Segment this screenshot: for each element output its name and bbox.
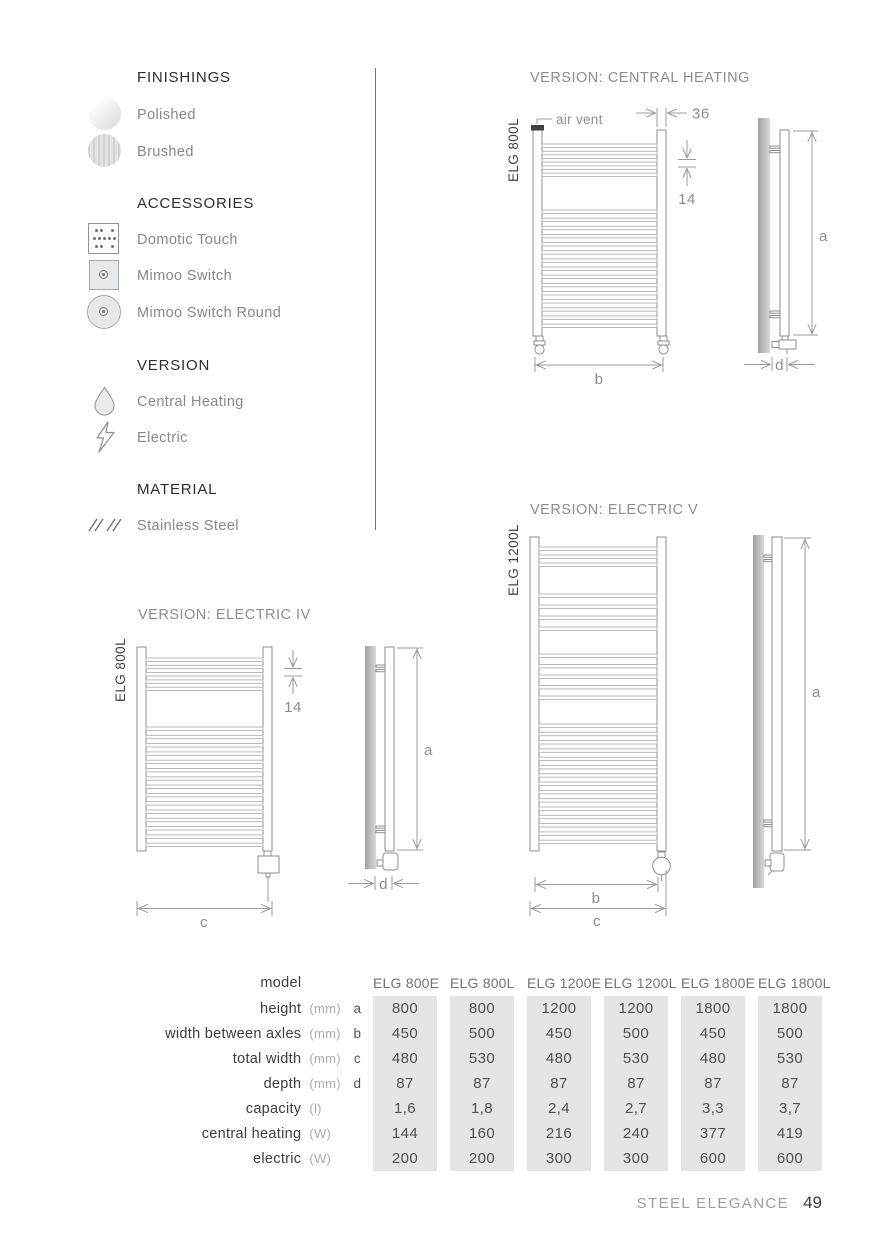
table-cell: 2,4 <box>527 1096 591 1121</box>
material-title: MATERIAL <box>137 481 218 498</box>
table-cell: 87 <box>681 1071 745 1096</box>
svg-text:b: b <box>591 890 601 907</box>
row-label: depth <box>263 1075 302 1092</box>
electric-iv-model-label: ELG 800L <box>113 638 128 702</box>
svg-text:14: 14 <box>284 699 302 716</box>
model-column-header: ELG 1800E <box>681 975 756 991</box>
row-letter: c <box>353 1051 361 1066</box>
table-cell: 87 <box>373 1071 437 1096</box>
row-letter: d <box>353 1076 361 1091</box>
air-vent-callout <box>537 112 603 127</box>
row-unit: (W) <box>309 1126 332 1141</box>
spec-table <box>145 975 835 1171</box>
table-cell: 480 <box>373 1046 437 1071</box>
side-view <box>348 646 433 893</box>
table-cell: 3,3 <box>681 1096 745 1121</box>
svg-text:36: 36 <box>692 105 710 123</box>
table-cell: 530 <box>450 1046 514 1071</box>
brushed-finish-icon <box>88 134 121 167</box>
row-unit: (l) <box>309 1101 322 1116</box>
table-row <box>145 1096 835 1121</box>
table-cell: 87 <box>604 1071 668 1096</box>
table-cell: 800 <box>373 996 437 1021</box>
side-view <box>744 118 828 374</box>
dim-14 <box>678 140 696 208</box>
table-cell: 1800 <box>758 996 822 1021</box>
table-cell: 450 <box>373 1021 437 1046</box>
row-unit: (mm) <box>309 1076 341 1091</box>
svg-text:d: d <box>775 357 784 374</box>
model-row-label: model <box>260 975 302 991</box>
row-unit: (mm) <box>309 1026 341 1041</box>
svg-text:a: a <box>819 228 828 245</box>
table-cell: 377 <box>681 1121 745 1146</box>
table-row <box>145 1021 835 1046</box>
table-cell: 144 <box>373 1121 437 1146</box>
electric-v-drawing <box>495 525 840 930</box>
electric-v-figure-title: VERSION: ELECTRIC V <box>530 502 699 518</box>
table-cell: 200 <box>373 1146 437 1171</box>
row-label: capacity <box>245 1100 302 1117</box>
model-column-header: ELG 800E <box>373 975 440 991</box>
row-unit: (W) <box>309 1151 332 1166</box>
svg-text:d: d <box>379 876 388 893</box>
table-cell: 3,7 <box>758 1096 822 1121</box>
series-name: STEEL ELEGANCE <box>636 1195 790 1212</box>
svg-text:14: 14 <box>678 191 696 208</box>
finishing-brushed-label: Brushed <box>137 144 194 160</box>
vertical-divider <box>375 68 376 530</box>
row-label: central heating <box>201 1125 302 1142</box>
wall <box>365 646 376 869</box>
air-vent-cap <box>531 125 544 131</box>
table-cell: 1,8 <box>450 1096 514 1121</box>
page-number: 49 <box>803 1193 822 1212</box>
table-cell: 530 <box>758 1046 822 1071</box>
table-cell: 1800 <box>681 996 745 1021</box>
table-cell: 1,6 <box>373 1096 437 1121</box>
table-cell: 300 <box>604 1146 668 1171</box>
front-view <box>531 106 710 389</box>
polished-finish-icon <box>88 97 121 130</box>
control-knob <box>653 852 671 881</box>
row-label: width between axles <box>165 1025 302 1042</box>
row-label: electric <box>253 1150 302 1167</box>
radiator-rungs <box>146 658 263 847</box>
version-title: VERSION <box>137 357 211 374</box>
svg-text:b: b <box>594 371 604 388</box>
table-cell: 450 <box>681 1021 745 1046</box>
dim-36 <box>636 106 710 128</box>
table-cell: 500 <box>450 1021 514 1046</box>
table-cell: 87 <box>450 1071 514 1096</box>
table-cell: 240 <box>604 1121 668 1146</box>
electric-v-model-label: ELG 1200L <box>506 524 521 596</box>
table-cell: 200 <box>450 1146 514 1171</box>
electric-element <box>258 851 279 902</box>
dim-d <box>348 876 419 893</box>
table-cell: 1200 <box>604 996 668 1021</box>
material-stainless-steel-label: Stainless Steel <box>137 518 239 534</box>
mimoo-switch-icon <box>89 260 119 290</box>
spec-table-header <box>145 975 835 996</box>
table-cell: 87 <box>527 1071 591 1096</box>
model-column-header: ELG 1200E <box>527 975 602 991</box>
valve-right <box>658 336 669 354</box>
dim-c <box>137 901 272 931</box>
dim-d <box>744 357 815 374</box>
accessory-domotic-touch-label: Domotic Touch <box>137 232 238 248</box>
svg-text:c: c <box>593 913 601 930</box>
table-cell: 419 <box>758 1121 822 1146</box>
dim-14 <box>284 650 302 716</box>
table-cell: 1200 <box>527 996 591 1021</box>
row-letter: a <box>353 1001 361 1016</box>
row-label: total width <box>232 1050 302 1067</box>
table-cell: 600 <box>758 1146 822 1171</box>
finishing-polished-label: Polished <box>137 107 196 123</box>
accessories-title: ACCESSORIES <box>137 195 255 212</box>
model-column-header: ELG 1200L <box>604 975 677 991</box>
central-heating-model-label: ELG 800L <box>506 118 521 182</box>
table-cell: 450 <box>527 1021 591 1046</box>
water-drop-icon <box>93 386 116 416</box>
central-heating-drawing <box>500 100 845 390</box>
front-view <box>137 647 302 931</box>
table-cell: 87 <box>758 1071 822 1096</box>
wall <box>753 535 764 888</box>
table-row <box>145 996 835 1021</box>
row-label: height <box>260 1000 302 1017</box>
accessory-mimoo-switch-label: Mimoo Switch <box>137 268 233 284</box>
table-cell: 216 <box>527 1121 591 1146</box>
svg-text:c: c <box>200 914 208 931</box>
valve-left <box>534 336 545 354</box>
version-central-heating-label: Central Heating <box>137 394 244 410</box>
table-cell: 600 <box>681 1146 745 1171</box>
row-letter: b <box>353 1026 361 1041</box>
table-row <box>145 1121 835 1146</box>
side-element <box>377 853 398 870</box>
dim-b <box>535 877 658 907</box>
dim-a <box>397 648 433 850</box>
page-footer <box>637 1193 822 1213</box>
electric-iv-figure-title: VERSION: ELECTRIC IV <box>138 607 311 623</box>
dim-b <box>535 357 663 388</box>
front-view <box>530 537 670 930</box>
svg-text:a: a <box>424 742 433 759</box>
lightning-bolt-icon <box>95 421 116 453</box>
table-cell: 300 <box>527 1146 591 1171</box>
model-columns <box>373 975 835 996</box>
table-row <box>145 1046 835 1071</box>
radiator-rungs <box>539 547 657 844</box>
table-cell: 530 <box>604 1046 668 1071</box>
table-cell: 500 <box>758 1021 822 1046</box>
side-view <box>753 535 821 888</box>
table-cell: 2,7 <box>604 1096 668 1121</box>
electric-iv-drawing <box>100 630 440 930</box>
radiator-rungs <box>542 144 657 328</box>
domotic-touch-icon <box>88 223 119 254</box>
table-cell: 500 <box>604 1021 668 1046</box>
mimoo-switch-round-icon <box>87 295 121 329</box>
side-element <box>765 853 784 875</box>
spec-table-body <box>145 996 835 1171</box>
central-heating-figure-title: VERSION: CENTRAL HEATING <box>530 70 750 86</box>
model-column-header: ELG 1800L <box>758 975 831 991</box>
hatch-marks-icon <box>88 517 124 533</box>
table-cell: 800 <box>450 996 514 1021</box>
table-cell: 160 <box>450 1121 514 1146</box>
side-valve <box>772 336 796 354</box>
row-unit: (mm) <box>309 1001 341 1016</box>
accessory-mimoo-switch-round-label: Mimoo Switch Round <box>137 305 282 321</box>
dim-a <box>784 538 821 850</box>
svg-text:a: a <box>812 684 821 701</box>
table-cell: 480 <box>681 1046 745 1071</box>
wall <box>758 118 770 353</box>
version-electric-label: Electric <box>137 430 188 446</box>
table-row <box>145 1071 835 1096</box>
dim-a <box>793 131 828 335</box>
table-cell: 480 <box>527 1046 591 1071</box>
svg-text:air vent: air vent <box>556 112 603 127</box>
row-unit: (mm) <box>309 1051 341 1066</box>
model-column-header: ELG 800L <box>450 975 515 991</box>
finishings-title: FINISHINGS <box>137 69 231 86</box>
table-row <box>145 1146 835 1171</box>
